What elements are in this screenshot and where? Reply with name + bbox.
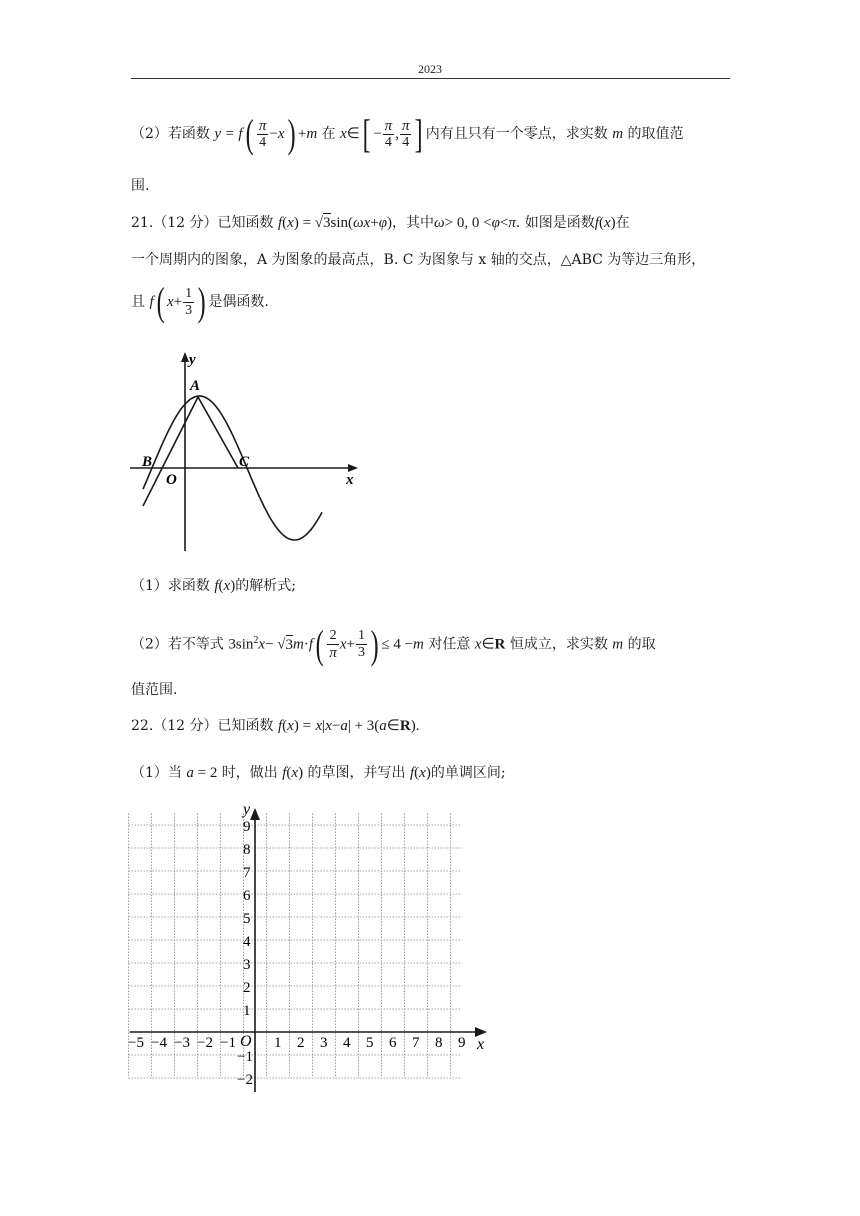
q21-line3: 且 f( x+ $\frac{1}{3}$ ) 是偶函数.: [131, 279, 269, 324]
y-tick-label: −2: [237, 1072, 253, 1088]
q21-part2-continuation: 值范围.: [131, 682, 178, 698]
x-tick-label: 4: [343, 1035, 351, 1051]
y-axis-arrow: [181, 352, 189, 362]
grid-y-axis-arrow: [250, 808, 260, 820]
x-axis-arrow: [348, 464, 358, 472]
point-label-c: C: [239, 454, 250, 470]
grid-x-axis-label: x: [477, 1036, 485, 1053]
y-tick-label: 5: [243, 911, 251, 927]
x-tick-label: 9: [458, 1035, 466, 1051]
y-tick-label: −1: [237, 1049, 253, 1065]
point-label-a: A: [190, 378, 201, 394]
x-axis-label: x: [346, 472, 354, 488]
x-tick-label: −4: [151, 1035, 167, 1051]
y-tick-label: 8: [243, 842, 251, 858]
point-label-b: B: [142, 454, 153, 470]
x-tick-label: 8: [435, 1035, 443, 1051]
x-tick-label: −5: [128, 1035, 144, 1051]
y-tick-label: 1: [243, 1003, 251, 1019]
q21-sine-figure: [130, 346, 370, 556]
grid-origin-label: O: [240, 1033, 252, 1050]
q21-line2: 一个周期内的图象，A 为图象的最高点，B. C 为图象与 x 轴的交点，△ABC 为等边三角形，: [131, 252, 706, 268]
x-tick-label: −2: [197, 1035, 213, 1051]
y-axis-label: y: [189, 352, 196, 368]
header-year: 2023: [418, 62, 442, 76]
origin-label: O: [166, 472, 177, 488]
x-tick-label: 7: [412, 1035, 420, 1051]
q22-part1: （1）当 a = 2 时，做出 f(x) 的草图，并写出 f(x)的单调区间;: [131, 765, 506, 781]
header-divider: [131, 78, 730, 79]
y-tick-label: 4: [243, 934, 251, 950]
y-tick-label: 9: [243, 819, 251, 835]
q22-intro-line: 22.（12 分）已知函数 f(x) = x|x−a| + 3(a∈R).: [131, 718, 420, 734]
x-tick-label: 5: [366, 1035, 374, 1051]
q22-coordinate-grid: [125, 796, 505, 1096]
x-tick-label: 1: [274, 1035, 282, 1051]
x-tick-labels: [128, 1035, 466, 1051]
q21-part2: （2）若不等式 $3\sin^2x- √3m\cdot f$( $\frac{2}{\pi}$ x+ $\frac{1}{3}$ ) ≤ 4 −m 对任意 x∈R 恒成立，求实数 m 的取: [131, 621, 656, 667]
triangle-abc: [143, 397, 238, 506]
x-tick-label: −1: [220, 1035, 236, 1051]
q20-part2-continuation: 围.: [131, 178, 150, 194]
y-tick-label: 2: [243, 980, 251, 996]
y-tick-label: 3: [243, 957, 251, 973]
x-tick-label: 3: [320, 1035, 328, 1051]
q21-intro-line: 21.（12 分）已知函数 f(x) = √3sin(ωx+φ)，其中ω> 0, 0 <φ<π. 如图是函数f(x)在: [131, 215, 630, 231]
y-tick-label: 6: [243, 888, 251, 904]
q20-part2-line: （2）若函数 y = f( $\frac{\pi}{4}$ −x) +m 在 x∈[ − $\frac{\pi}{4}$ , $\frac{\pi}{4}$ ] 内有且只有一个零点，求实数 m 的取值范: [131, 111, 684, 156]
q20-part2-label: （2）若函数: [131, 126, 210, 142]
x-tick-label: 6: [389, 1035, 397, 1051]
x-tick-label: −3: [174, 1035, 190, 1051]
q21-part1: （1）求函数 f(x)的解析式;: [131, 578, 296, 594]
y-tick-label: 7: [243, 865, 251, 881]
x-tick-label: 2: [297, 1035, 305, 1051]
grid-y-axis-label: y: [243, 801, 251, 818]
